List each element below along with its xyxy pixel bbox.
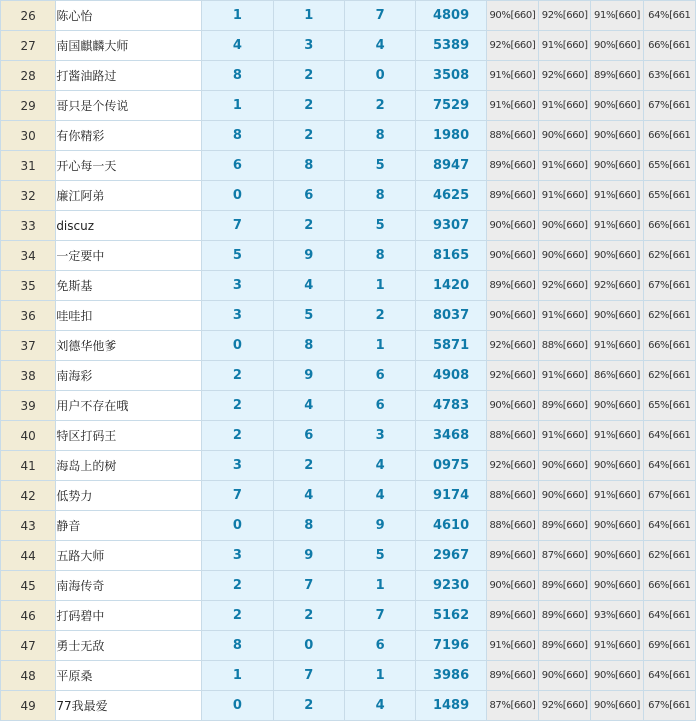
username-cell: 一定要中	[56, 241, 202, 271]
stat-2-cell: 91%[660]	[539, 421, 591, 451]
digit-3-cell: 4	[344, 481, 415, 511]
digit-2-cell: 2	[273, 451, 344, 481]
stat-2-cell: 91%[660]	[539, 151, 591, 181]
row-number-cell: 28	[1, 61, 56, 91]
digit-2-cell: 2	[273, 121, 344, 151]
table-row	[1, 31, 696, 61]
stat-1-cell: 87%[660]	[486, 691, 538, 721]
stat-4-cell: 69%[661	[643, 631, 695, 661]
stat-4-cell: 64%[661	[643, 601, 695, 631]
stat-2-cell: 92%[660]	[539, 691, 591, 721]
username-cell: 南国麒麟大师	[56, 31, 202, 61]
stat-3-cell: 93%[660]	[591, 601, 643, 631]
stat-3-cell: 91%[660]	[591, 421, 643, 451]
code-number-cell: 4625	[416, 181, 486, 211]
stat-2-cell: 90%[660]	[539, 241, 591, 271]
digit-1-cell: 3	[202, 271, 273, 301]
stat-3-cell: 90%[660]	[591, 661, 643, 691]
digit-3-cell: 0	[344, 61, 415, 91]
code-number-cell: 3986	[416, 661, 486, 691]
digit-3-cell: 2	[344, 91, 415, 121]
digit-3-cell: 1	[344, 331, 415, 361]
stat-1-cell: 92%[660]	[486, 361, 538, 391]
stat-3-cell: 90%[660]	[591, 451, 643, 481]
stat-3-cell: 90%[660]	[591, 241, 643, 271]
stat-3-cell: 91%[660]	[591, 331, 643, 361]
table-row	[1, 241, 696, 271]
digit-3-cell: 6	[344, 361, 415, 391]
username-cell: 哇哇扣	[56, 301, 202, 331]
code-number-cell: 7196	[416, 631, 486, 661]
stat-1-cell: 90%[660]	[486, 211, 538, 241]
username-cell: 海岛上的树	[56, 451, 202, 481]
stat-3-cell: 92%[660]	[591, 271, 643, 301]
username-cell: 特区打码王	[56, 421, 202, 451]
stat-4-cell: 62%[661	[643, 241, 695, 271]
digit-3-cell: 1	[344, 271, 415, 301]
stat-1-cell: 88%[660]	[486, 481, 538, 511]
stat-3-cell: 91%[660]	[591, 211, 643, 241]
row-number-cell: 44	[1, 541, 56, 571]
row-number-cell: 35	[1, 271, 56, 301]
code-number-cell: 5162	[416, 601, 486, 631]
stat-2-cell: 90%[660]	[539, 451, 591, 481]
code-number-cell: 4809	[416, 1, 486, 31]
digit-2-cell: 2	[273, 691, 344, 721]
digit-1-cell: 3	[202, 541, 273, 571]
stat-3-cell: 90%[660]	[591, 541, 643, 571]
stat-4-cell: 64%[661	[643, 451, 695, 481]
stat-1-cell: 90%[660]	[486, 1, 538, 31]
digit-1-cell: 1	[202, 661, 273, 691]
digit-3-cell: 7	[344, 1, 415, 31]
stat-3-cell: 90%[660]	[591, 31, 643, 61]
stat-4-cell: 65%[661	[643, 151, 695, 181]
digit-1-cell: 2	[202, 571, 273, 601]
stat-2-cell: 91%[660]	[539, 31, 591, 61]
stat-3-cell: 90%[660]	[591, 121, 643, 151]
stat-1-cell: 89%[660]	[486, 601, 538, 631]
table-row	[1, 421, 696, 451]
digit-2-cell: 3	[273, 31, 344, 61]
username-cell: 勇士无敌	[56, 631, 202, 661]
digit-2-cell: 4	[273, 481, 344, 511]
row-number-cell: 47	[1, 631, 56, 661]
stat-2-cell: 92%[660]	[539, 1, 591, 31]
table-row	[1, 271, 696, 301]
digit-1-cell: 5	[202, 241, 273, 271]
digit-1-cell: 0	[202, 511, 273, 541]
row-number-cell: 31	[1, 151, 56, 181]
digit-2-cell: 8	[273, 331, 344, 361]
digit-2-cell: 8	[273, 151, 344, 181]
table-row	[1, 121, 696, 151]
stat-4-cell: 67%[661	[643, 271, 695, 301]
code-number-cell: 8037	[416, 301, 486, 331]
digit-2-cell: 9	[273, 361, 344, 391]
digit-3-cell: 3	[344, 421, 415, 451]
stat-3-cell: 90%[660]	[591, 391, 643, 421]
digit-2-cell: 2	[273, 601, 344, 631]
username-cell: 打码碧中	[56, 601, 202, 631]
code-number-cell: 5871	[416, 331, 486, 361]
username-cell: 静音	[56, 511, 202, 541]
digit-1-cell: 3	[202, 451, 273, 481]
row-number-cell: 26	[1, 1, 56, 31]
stat-1-cell: 89%[660]	[486, 151, 538, 181]
table-row	[1, 91, 696, 121]
digit-2-cell: 8	[273, 511, 344, 541]
stat-1-cell: 90%[660]	[486, 301, 538, 331]
table-row	[1, 301, 696, 331]
code-number-cell: 7529	[416, 91, 486, 121]
stat-1-cell: 89%[660]	[486, 541, 538, 571]
digit-2-cell: 4	[273, 391, 344, 421]
digit-3-cell: 6	[344, 391, 415, 421]
digit-2-cell: 2	[273, 61, 344, 91]
row-number-cell: 30	[1, 121, 56, 151]
stat-1-cell: 88%[660]	[486, 511, 538, 541]
stat-4-cell: 66%[661	[643, 211, 695, 241]
stat-2-cell: 90%[660]	[539, 481, 591, 511]
stat-3-cell: 90%[660]	[591, 151, 643, 181]
digit-1-cell: 6	[202, 151, 273, 181]
username-cell: 哥只是个传说	[56, 91, 202, 121]
digit-1-cell: 7	[202, 211, 273, 241]
digit-3-cell: 6	[344, 631, 415, 661]
row-number-cell: 40	[1, 421, 56, 451]
stat-1-cell: 91%[660]	[486, 91, 538, 121]
username-cell: 刘德华他爹	[56, 331, 202, 361]
code-number-cell: 1489	[416, 691, 486, 721]
stat-1-cell: 90%[660]	[486, 391, 538, 421]
digit-1-cell: 3	[202, 301, 273, 331]
table-row	[1, 331, 696, 361]
stat-2-cell: 90%[660]	[539, 661, 591, 691]
stat-3-cell: 90%[660]	[591, 91, 643, 121]
stat-1-cell: 90%[660]	[486, 571, 538, 601]
row-number-cell: 27	[1, 31, 56, 61]
stat-4-cell: 67%[661	[643, 691, 695, 721]
stat-2-cell: 91%[660]	[539, 301, 591, 331]
code-number-cell: 9230	[416, 571, 486, 601]
table-row	[1, 481, 696, 511]
stat-2-cell: 91%[660]	[539, 91, 591, 121]
digit-2-cell: 9	[273, 541, 344, 571]
stat-2-cell: 88%[660]	[539, 331, 591, 361]
stat-4-cell: 66%[661	[643, 31, 695, 61]
stat-4-cell: 65%[661	[643, 391, 695, 421]
digit-1-cell: 0	[202, 331, 273, 361]
code-number-cell: 3468	[416, 421, 486, 451]
stat-4-cell: 64%[661	[643, 661, 695, 691]
stat-3-cell: 90%[660]	[591, 511, 643, 541]
digit-3-cell: 5	[344, 541, 415, 571]
stat-1-cell: 90%[660]	[486, 241, 538, 271]
digit-3-cell: 9	[344, 511, 415, 541]
stat-1-cell: 89%[660]	[486, 661, 538, 691]
digit-1-cell: 1	[202, 91, 273, 121]
stat-4-cell: 64%[661	[643, 511, 695, 541]
digit-3-cell: 5	[344, 211, 415, 241]
row-number-cell: 37	[1, 331, 56, 361]
stat-2-cell: 89%[660]	[539, 391, 591, 421]
row-number-cell: 42	[1, 481, 56, 511]
digit-3-cell: 4	[344, 451, 415, 481]
stat-3-cell: 90%[660]	[591, 571, 643, 601]
digit-1-cell: 8	[202, 121, 273, 151]
username-cell: discuz	[56, 211, 202, 241]
stat-4-cell: 66%[661	[643, 571, 695, 601]
code-number-cell: 3508	[416, 61, 486, 91]
code-number-cell: 2967	[416, 541, 486, 571]
row-number-cell: 29	[1, 91, 56, 121]
table-row	[1, 541, 696, 571]
username-cell: 有你精彩	[56, 121, 202, 151]
digit-3-cell: 7	[344, 601, 415, 631]
stat-4-cell: 62%[661	[643, 301, 695, 331]
stat-4-cell: 67%[661	[643, 91, 695, 121]
table-row	[1, 601, 696, 631]
table-row	[1, 631, 696, 661]
digit-1-cell: 2	[202, 361, 273, 391]
row-number-cell: 46	[1, 601, 56, 631]
stat-1-cell: 88%[660]	[486, 421, 538, 451]
table-row	[1, 571, 696, 601]
table-row	[1, 691, 696, 721]
digit-1-cell: 1	[202, 1, 273, 31]
digit-2-cell: 5	[273, 301, 344, 331]
username-cell: 五路大师	[56, 541, 202, 571]
digit-2-cell: 6	[273, 181, 344, 211]
code-number-cell: 8947	[416, 151, 486, 181]
row-number-cell: 43	[1, 511, 56, 541]
row-number-cell: 41	[1, 451, 56, 481]
stat-3-cell: 89%[660]	[591, 61, 643, 91]
stat-2-cell: 89%[660]	[539, 631, 591, 661]
username-cell: 用户不存在哦	[56, 391, 202, 421]
stat-4-cell: 64%[661	[643, 421, 695, 451]
table-row	[1, 1, 696, 31]
stat-3-cell: 90%[660]	[591, 691, 643, 721]
digit-2-cell: 0	[273, 631, 344, 661]
table-row	[1, 61, 696, 91]
stat-4-cell: 66%[661	[643, 331, 695, 361]
table-row	[1, 151, 696, 181]
stat-3-cell: 91%[660]	[591, 1, 643, 31]
code-number-cell: 1980	[416, 121, 486, 151]
digit-3-cell: 2	[344, 301, 415, 331]
username-cell: 陈心怡	[56, 1, 202, 31]
table-body	[1, 1, 696, 721]
stat-3-cell: 91%[660]	[591, 481, 643, 511]
digit-3-cell: 8	[344, 121, 415, 151]
code-number-cell: 4908	[416, 361, 486, 391]
username-cell: 低势力	[56, 481, 202, 511]
code-number-cell: 9174	[416, 481, 486, 511]
digit-1-cell: 4	[202, 31, 273, 61]
row-number-cell: 34	[1, 241, 56, 271]
digit-2-cell: 7	[273, 571, 344, 601]
digit-3-cell: 8	[344, 181, 415, 211]
digit-1-cell: 8	[202, 61, 273, 91]
table-row	[1, 451, 696, 481]
stat-2-cell: 90%[660]	[539, 211, 591, 241]
digit-2-cell: 2	[273, 91, 344, 121]
username-cell: 廉江阿弟	[56, 181, 202, 211]
digit-1-cell: 0	[202, 691, 273, 721]
username-cell: 77我最爱	[56, 691, 202, 721]
row-number-cell: 36	[1, 301, 56, 331]
stat-4-cell: 62%[661	[643, 361, 695, 391]
stat-1-cell: 89%[660]	[486, 181, 538, 211]
row-number-cell: 45	[1, 571, 56, 601]
stat-1-cell: 89%[660]	[486, 271, 538, 301]
stat-4-cell: 65%[661	[643, 181, 695, 211]
row-number-cell: 49	[1, 691, 56, 721]
digit-2-cell: 2	[273, 211, 344, 241]
stat-2-cell: 91%[660]	[539, 181, 591, 211]
stat-4-cell: 66%[661	[643, 121, 695, 151]
digit-1-cell: 8	[202, 631, 273, 661]
digit-1-cell: 7	[202, 481, 273, 511]
row-number-cell: 33	[1, 211, 56, 241]
digit-1-cell: 0	[202, 181, 273, 211]
digit-3-cell: 4	[344, 691, 415, 721]
code-number-cell: 5389	[416, 31, 486, 61]
stat-2-cell: 89%[660]	[539, 601, 591, 631]
code-number-cell: 4783	[416, 391, 486, 421]
digit-3-cell: 4	[344, 31, 415, 61]
table-row	[1, 211, 696, 241]
username-cell: 开心每一天	[56, 151, 202, 181]
row-number-cell: 48	[1, 661, 56, 691]
table-row	[1, 661, 696, 691]
digit-1-cell: 2	[202, 421, 273, 451]
stat-1-cell: 92%[660]	[486, 451, 538, 481]
stat-3-cell: 91%[660]	[591, 181, 643, 211]
row-number-cell: 32	[1, 181, 56, 211]
stat-1-cell: 91%[660]	[486, 631, 538, 661]
digit-3-cell: 8	[344, 241, 415, 271]
stat-2-cell: 91%[660]	[539, 361, 591, 391]
digit-2-cell: 9	[273, 241, 344, 271]
row-number-cell: 39	[1, 391, 56, 421]
stat-4-cell: 67%[661	[643, 481, 695, 511]
stat-1-cell: 88%[660]	[486, 121, 538, 151]
digit-2-cell: 1	[273, 1, 344, 31]
row-number-cell: 38	[1, 361, 56, 391]
stat-4-cell: 63%[661	[643, 61, 695, 91]
digit-2-cell: 7	[273, 661, 344, 691]
digit-1-cell: 2	[202, 601, 273, 631]
digit-2-cell: 4	[273, 271, 344, 301]
stat-1-cell: 92%[660]	[486, 31, 538, 61]
digit-1-cell: 2	[202, 391, 273, 421]
username-cell: 南海传奇	[56, 571, 202, 601]
username-cell: 打酱油路过	[56, 61, 202, 91]
stat-4-cell: 62%[661	[643, 541, 695, 571]
stat-2-cell: 89%[660]	[539, 511, 591, 541]
stat-4-cell: 64%[661	[643, 1, 695, 31]
stat-2-cell: 92%[660]	[539, 61, 591, 91]
code-number-cell: 4610	[416, 511, 486, 541]
stat-3-cell: 86%[660]	[591, 361, 643, 391]
stat-3-cell: 90%[660]	[591, 301, 643, 331]
stat-1-cell: 92%[660]	[486, 331, 538, 361]
code-number-cell: 0975	[416, 451, 486, 481]
stat-3-cell: 91%[660]	[591, 631, 643, 661]
username-cell: 免斯基	[56, 271, 202, 301]
stat-1-cell: 91%[660]	[486, 61, 538, 91]
table-row	[1, 391, 696, 421]
digit-3-cell: 1	[344, 661, 415, 691]
digit-3-cell: 1	[344, 571, 415, 601]
username-cell: 平原桑	[56, 661, 202, 691]
code-number-cell: 8165	[416, 241, 486, 271]
table-row	[1, 181, 696, 211]
stat-2-cell: 87%[660]	[539, 541, 591, 571]
stat-2-cell: 90%[660]	[539, 121, 591, 151]
code-number-cell: 1420	[416, 271, 486, 301]
table-row	[1, 361, 696, 391]
stat-2-cell: 92%[660]	[539, 271, 591, 301]
digit-3-cell: 5	[344, 151, 415, 181]
username-cell: 南海彩	[56, 361, 202, 391]
stat-2-cell: 89%[660]	[539, 571, 591, 601]
digit-2-cell: 6	[273, 421, 344, 451]
code-number-cell: 9307	[416, 211, 486, 241]
table-row	[1, 511, 696, 541]
